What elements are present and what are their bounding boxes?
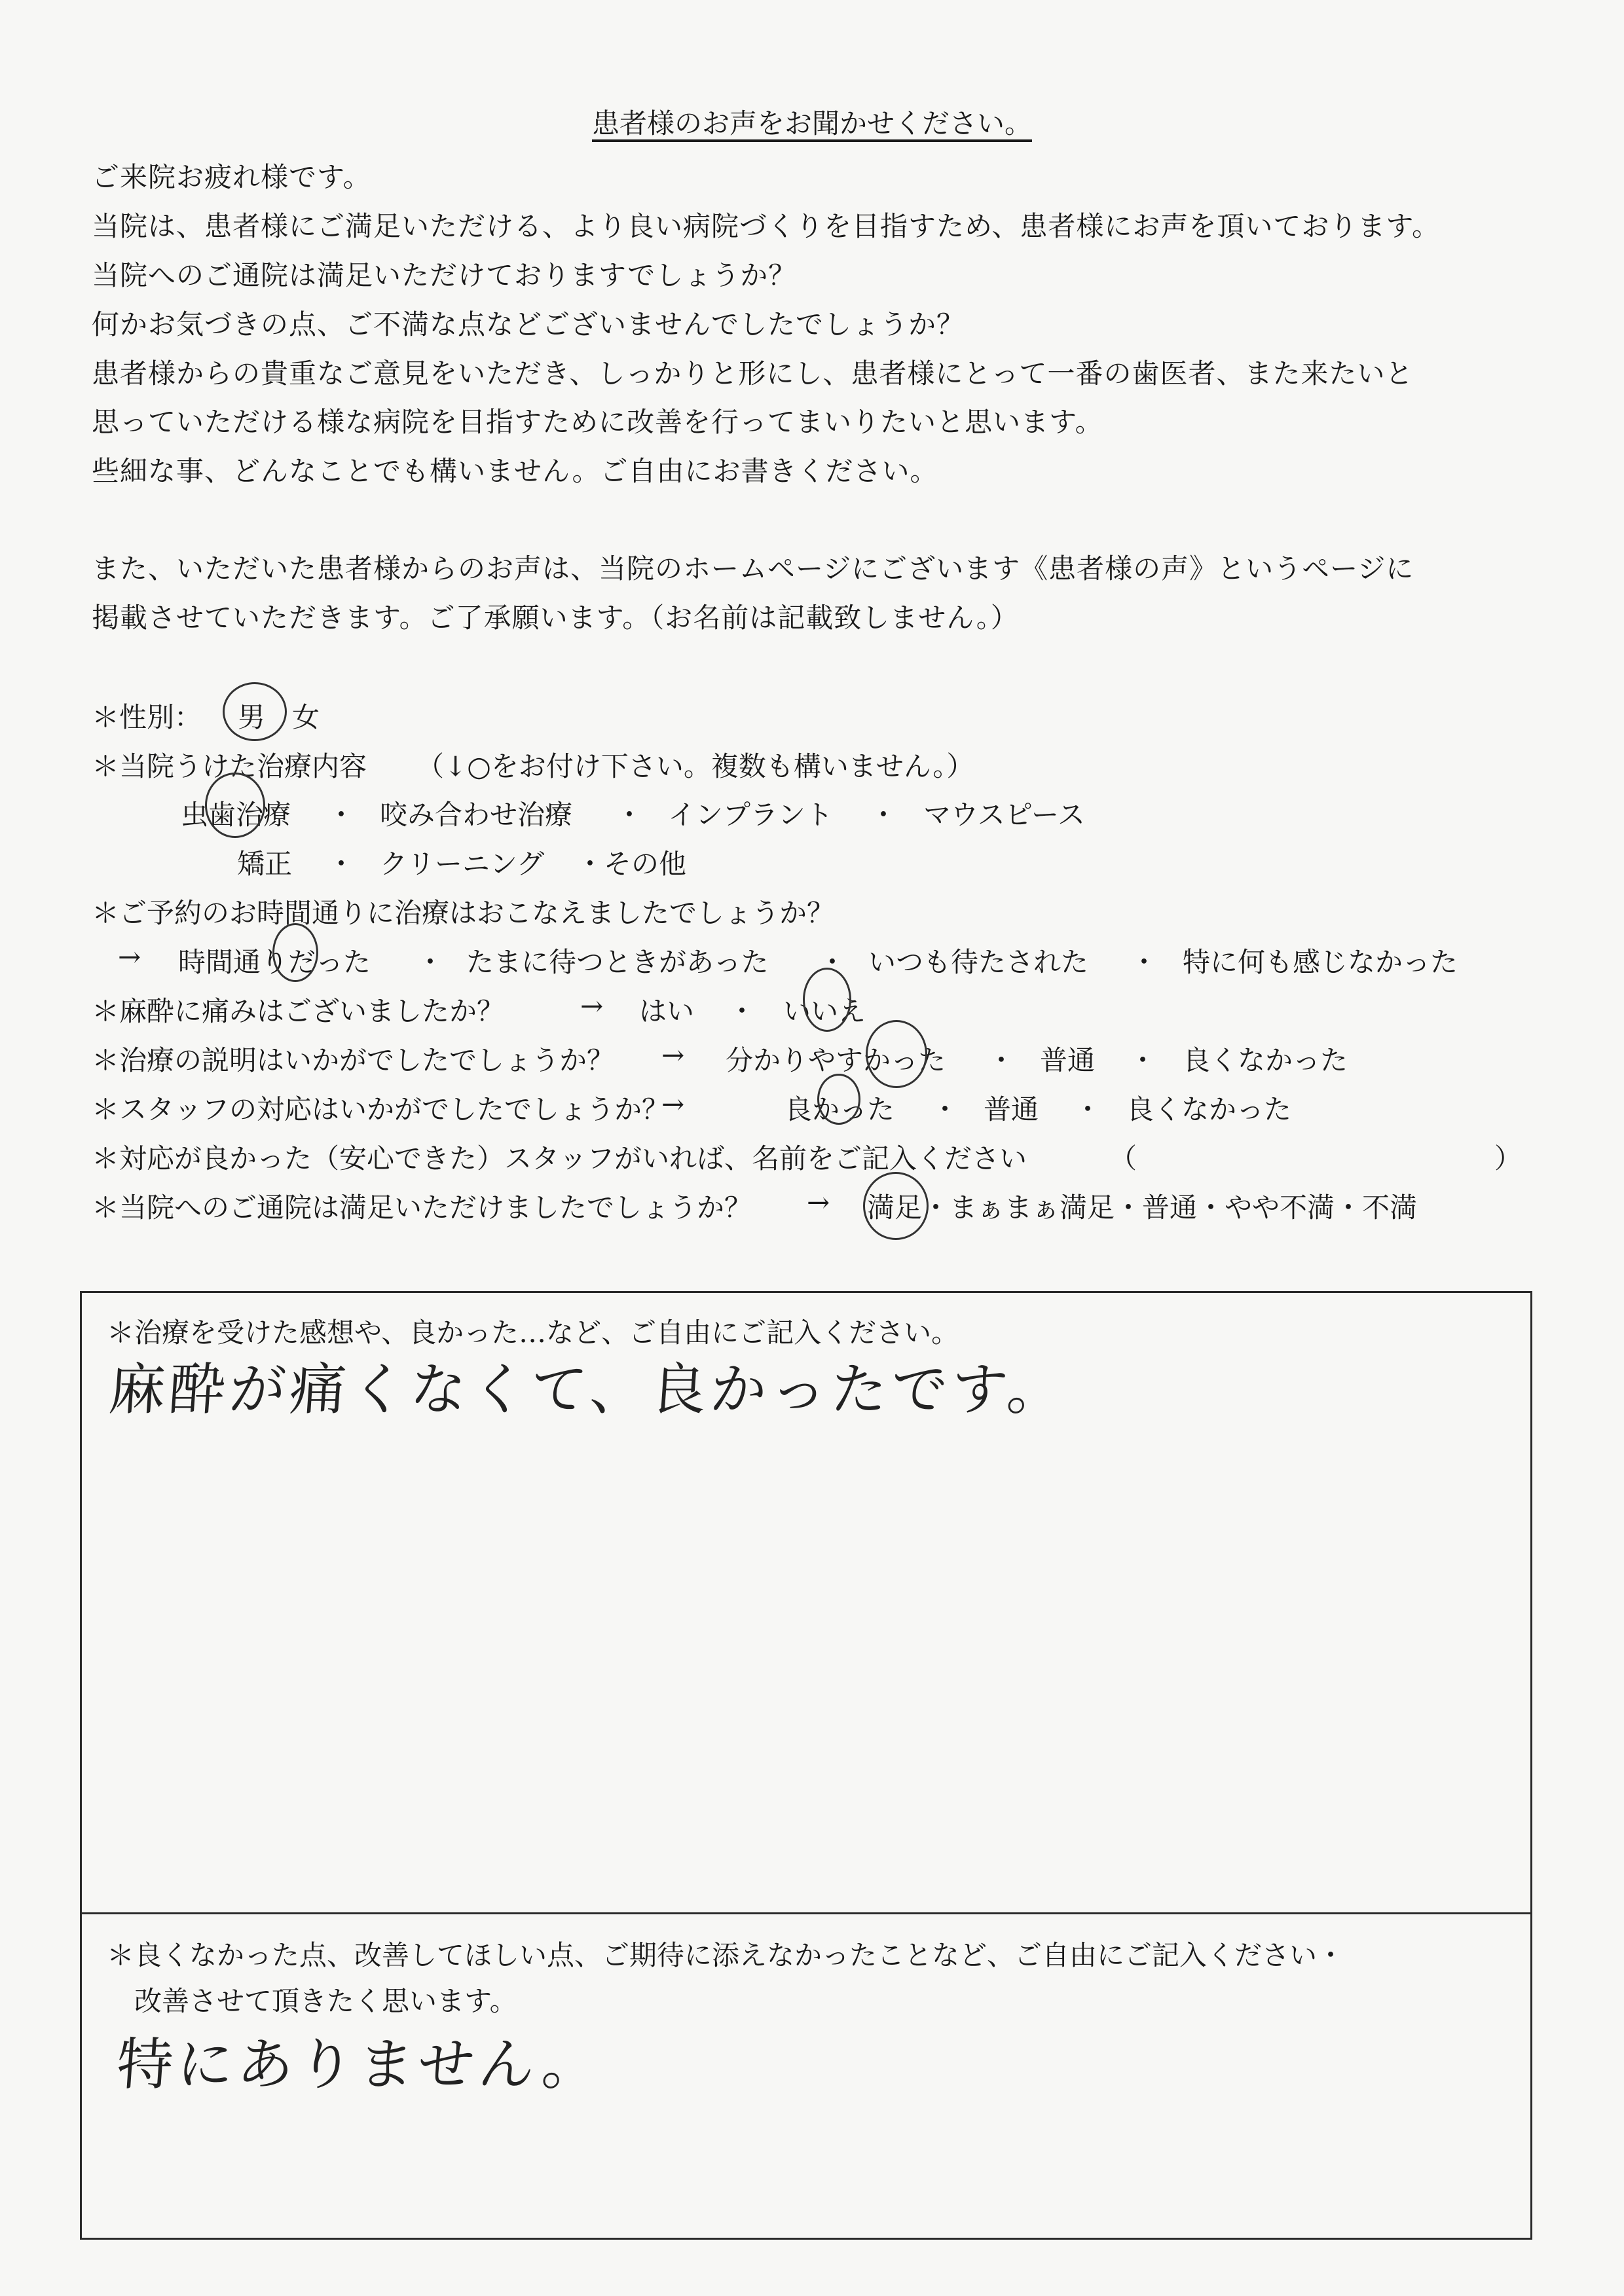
staff-name-field[interactable] (1150, 1133, 1490, 1172)
improvements-heading: ＊良くなかった点、改善してほしい点、ご期待に添えなかったことなど、ご自由にご記入ください・ (107, 1939, 1345, 1971)
staff-name-label: ＊対応が良かった（安心できた）スタッフがいれば、名前をご記入ください (92, 1142, 1027, 1175)
separator-dot: ・ (987, 1044, 1016, 1076)
page-title: 患者様のお声をお聞かせください。 (591, 107, 1032, 139)
satisfaction-question-label: ＊当院へのご通院は満足いただけましたでしょうか？ (92, 1192, 752, 1224)
improvements-box[interactable] (80, 1912, 1532, 2240)
intro-line: 些細な事、どんなことでも構いません。ご自由にお書きください。 (92, 455, 938, 487)
intro-line: 当院へのご通院は満足いただけておりますでしょうか？ (92, 259, 797, 291)
staff-option-good[interactable]: 良かった (784, 1093, 895, 1125)
satisfaction-options[interactable]: 満足・まぁまぁ満足・普通・やや不満・不満 (867, 1192, 1418, 1224)
separator-dot: ・ (819, 946, 847, 978)
intro-line: 当院は、患者様にご満足いただける、より良い病院づくりを目指すため、患者様にお声を頂いております。 (92, 210, 1440, 242)
time-question-label: ＊ご予約のお時間通りに治療はおこなえましたでしょうか？ (92, 897, 835, 929)
time-option-nothing[interactable]: 特に何も感じなかった (1183, 946, 1458, 978)
intro-line: 掲載させていただきます。ご了承願います。（お名前は記載致しません。） (92, 602, 1019, 634)
name-field-close: ） (1494, 1142, 1522, 1175)
treatment-option-cleaning[interactable]: クリーニング (380, 848, 545, 880)
separator-dot: ・ (1074, 1093, 1102, 1125)
gender-label: ＊性別： (92, 701, 202, 733)
treatment-option-mouthpiece[interactable]: マウスピース (923, 799, 1085, 831)
explain-question-label: ＊治療の説明はいかがでしたでしょうか？ (92, 1044, 615, 1076)
staff-option-normal[interactable]: 普通 (984, 1093, 1039, 1125)
explain-option-clear[interactable]: 分かりやすかった (726, 1044, 946, 1076)
arrow: → (807, 1186, 830, 1218)
improvements-handwriting: 特にありません。 (114, 2032, 605, 2098)
staff-option-bad[interactable]: 良くなかった (1126, 1093, 1292, 1125)
time-option-always-wait[interactable]: いつも待たされた (868, 946, 1089, 978)
treatment-option-implant[interactable]: インプラント (668, 799, 834, 831)
intro-line: 何かお気づきの点、ご不満な点などございませんでしたでしょうか？ (92, 308, 965, 340)
gender-female-option[interactable]: 女 (292, 701, 320, 733)
staff-question-label: ＊スタッフの対応はいかがでしたでしょうか？ (92, 1093, 670, 1125)
arrow: → (580, 990, 604, 1022)
time-option-on-time[interactable]: 時間通りだった (178, 946, 371, 978)
time-option-sometimes-wait[interactable]: たまに待つときがあった (466, 946, 769, 978)
impressions-heading: ＊治療を受けた感想や、良かった…など、ご自由にご記入ください。 (107, 1317, 959, 1349)
pain-option-yes[interactable]: はい (639, 995, 695, 1027)
impressions-box[interactable] (80, 1291, 1532, 1914)
separator-dot: ・ (931, 1093, 959, 1125)
name-field-open: （ (1109, 1142, 1137, 1175)
treatment-note: （↓○をお付け下さい。複数も構いません。） (416, 750, 974, 782)
explain-option-bad[interactable]: 良くなかった (1183, 1044, 1348, 1076)
separator-dot: ・ (870, 799, 898, 831)
separator-dot: ・ (1130, 946, 1158, 978)
arrow: → (118, 941, 141, 973)
arrow: → (661, 1088, 685, 1120)
treatment-option-cavity[interactable]: 虫歯治療 (181, 799, 291, 831)
explain-option-normal[interactable]: 普通 (1040, 1044, 1096, 1076)
intro-line: 思っていただける様な病院を目指すために改善を行ってまいりたいと思います。 (92, 406, 1103, 438)
gender-male-option[interactable]: 男 (238, 701, 266, 733)
pain-option-no[interactable]: いいえ (783, 995, 866, 1027)
separator-dot: ・ (327, 848, 356, 880)
arrow: → (661, 1039, 685, 1071)
intro-line: 患者様からの貴重なご意見をいただき、しっかりと形にし、患者様にとって一番の歯医者、また来たいと (92, 357, 1414, 390)
separator-dot: ・ (416, 946, 445, 978)
separator-dot: ・ (1129, 1044, 1157, 1076)
separator-dot: ・ (616, 799, 644, 831)
separator-dot: ・ (327, 799, 356, 831)
improvements-heading-2: 改善させて頂きたく思います。 (134, 1985, 517, 2017)
treatment-option-bite[interactable]: 咬み合わせ治療 (380, 799, 573, 831)
separator-dot: ・ (728, 995, 756, 1027)
treatment-option-orthodontics[interactable]: 矯正 (237, 848, 293, 880)
intro-line: また、いただいた患者様からのお声は、当院のホームページにございます《患者様の声》というページに (92, 553, 1414, 585)
intro-line: ご来院お疲れ様です。 (92, 161, 371, 193)
treatment-option-other[interactable]: ・その他 (576, 848, 687, 880)
impressions-handwriting: 麻酔が痛くなくて、良かったです。 (106, 1357, 1070, 1423)
treatment-label: ＊当院うけた治療内容 (92, 750, 367, 782)
pain-question-label: ＊麻酔に痛みはございましたか？ (92, 995, 505, 1027)
